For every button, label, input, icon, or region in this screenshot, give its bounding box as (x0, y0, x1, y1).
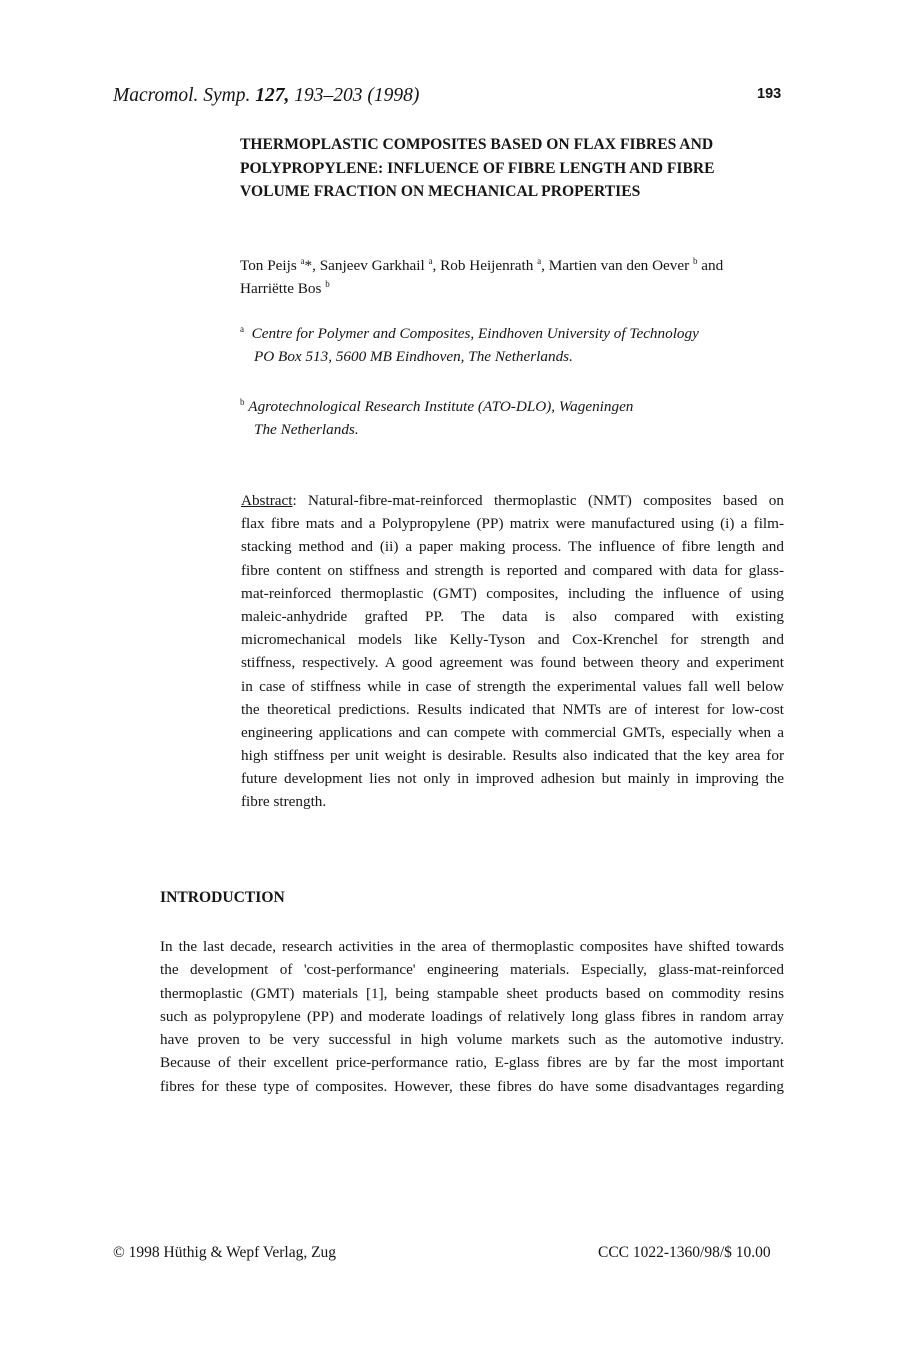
author-line (240, 277, 800, 300)
author-separator: and (697, 257, 724, 274)
affiliation-mark: b (240, 397, 245, 407)
copyright-notice: © 1998 Hüthig & Wepf Verlag, Zug (113, 1244, 337, 1261)
body-line: fibres for these type of composites. However, these fibres do have some disadvantages regarding (160, 1077, 784, 1095)
author-name: Martien van den Oever (548, 257, 690, 274)
abstract-line: stacking method and (ii) a paper making process. The influence of fibre length and (241, 538, 784, 556)
affiliation-mark: a (240, 324, 244, 334)
affiliation-mark: a (537, 256, 542, 266)
abstract-line: future development lies not only in improved adhesion but mainly in improving the (241, 770, 784, 788)
abstract-line: the theoretical predictions. Results indicated that NMTs are of interest for low-cost (241, 700, 784, 718)
affiliation-line: Centre for Polymer and Composites, Eindhoven University of Technology (251, 325, 699, 342)
author-name: Ton Peijs (240, 257, 297, 274)
abstract-line: engineering applications and can compete with commercial GMTs, especially when a (241, 723, 784, 741)
author-name: Rob Heijenrath (440, 257, 534, 274)
abstract-line: mat-reinforced thermoplastic (GMT) composites, including the influence of using (241, 584, 784, 602)
author-separator: *, (304, 257, 320, 274)
abstract-line: high stiffness per unit weight is desirable. Results also indicated that the key area for (241, 747, 784, 765)
title-line: POLYPROPYLENE: INFLUENCE OF FIBRE LENGTH AND FIBRE (240, 159, 715, 177)
journal-citation (113, 85, 419, 107)
abstract-line: stiffness, respectively. A good agreement was found between theory and experiment (241, 654, 784, 672)
author-separator: , (541, 257, 549, 274)
body-line: such as polypropylene (PP) and moderate loadings of relatively long glass fibres in random array (160, 1007, 784, 1025)
body-line: thermoplastic (GMT) materials [1], being stampable sheet products based on commodity resins (160, 984, 784, 1002)
abstract-line: flax fibre mats and a Polypropylene (PP) matrix were manufactured using (i) a film- (241, 515, 784, 533)
author-name: Sanjeev Garkhail (319, 257, 425, 274)
journal-volume: 127, (255, 85, 290, 106)
paper-title (240, 133, 800, 204)
title-line: THERMOPLASTIC COMPOSITES BASED ON FLAX FIBRES AND (240, 136, 714, 153)
author-name: Harriëtte Bos (240, 280, 322, 297)
author-line (240, 254, 800, 277)
affiliation-a (240, 322, 800, 368)
abstract-line: in case of stiffness while in case of strength the experimental values fall well below (241, 677, 784, 695)
abstract-line (241, 489, 784, 512)
title-line: VOLUME FRACTION ON MECHANICAL PROPERTIES (240, 183, 641, 200)
abstract-text: : Natural-fibre-mat-reinforced thermoplastic (NMT) composites based on (292, 492, 784, 509)
affiliation-mark: b (692, 256, 698, 266)
journal-name: Macromol. Symp. (113, 85, 251, 106)
page-number: 193 (757, 86, 782, 102)
introduction-body (160, 935, 784, 1098)
journal-pages-year: 193–203 (1998) (294, 85, 420, 106)
body-line: In the last decade, research activities in the area of thermoplastic composites have shifted towards (160, 938, 784, 955)
abstract-line: micromechanical models like Kelly-Tyson and Cox-Krenchel for strength and (241, 631, 784, 649)
affiliation-mark: a (428, 256, 433, 266)
author-list (240, 254, 800, 300)
body-line: have proven to be very successful in high volume markets such as the automotive industry. (160, 1031, 784, 1049)
abstract-line: fibre strength. (241, 793, 327, 811)
affiliation-b (240, 395, 800, 441)
affiliation-line: PO Box 513, 5600 MB Eindhoven, The Netherlands. (254, 348, 573, 365)
abstract (241, 489, 784, 814)
affiliation-line: Agrotechnological Research Institute (ATO-DLO), Wageningen (248, 398, 634, 415)
affiliation-line: The Netherlands. (254, 421, 359, 438)
body-line: Because of their excellent price-performance ratio, E-glass fibres are by far the most important (160, 1054, 784, 1072)
ccc-code: CCC 1022-1360/98/$ 10.00 (598, 1244, 771, 1261)
affiliation-mark: b (325, 279, 330, 289)
abstract-line: fibre content on stiffness and strength is reported and compared with data for glass- (241, 561, 784, 579)
affiliation-mark: a (300, 256, 305, 266)
abstract-label: Abstract (241, 492, 293, 509)
abstract-line: maleic-anhydride grafted PP. The data is also compared with existing (241, 607, 784, 625)
body-line: the development of 'cost-performance' engineering materials. Especially, glass-mat-reinforced (160, 961, 784, 979)
author-separator: , (432, 257, 441, 274)
section-heading: INTRODUCTION (160, 889, 285, 906)
